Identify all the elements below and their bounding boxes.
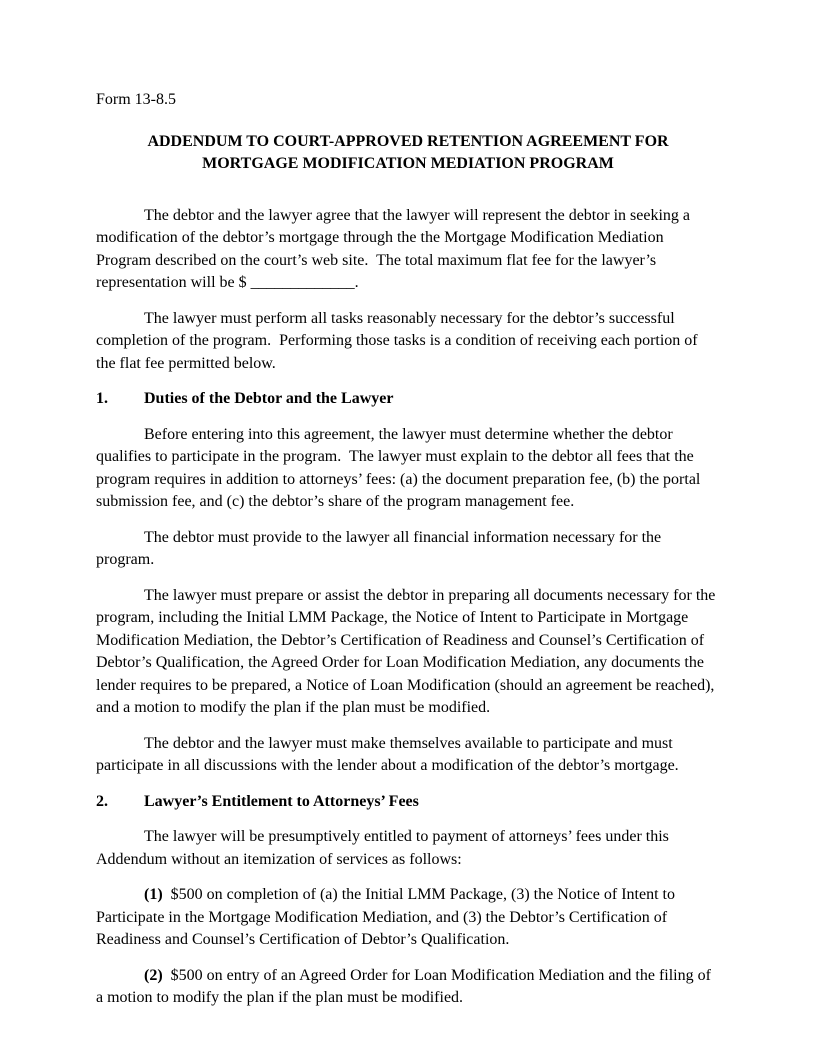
fee-item-1 bbox=[96, 884, 720, 952]
section-2-heading bbox=[96, 791, 720, 814]
section-1-paragraph-4: The debtor and the lawyer must make themselves available to participate and must participate in all discussions with the lender about a modification of the debtor’s mortgage. bbox=[96, 734, 679, 774]
intro-paragraph-2: The lawyer must perform all tasks reasonably necessary for the debtor’s successful completion of the program. Performing those tasks is a condition of receiving each portion of the flat fee permitted below. bbox=[96, 309, 702, 372]
fee-item-2-text: $500 on entry of an Agreed Order for Loan Modification Mediation and the filing of a motion to modify the plan if the plan must be modified. bbox=[96, 966, 715, 1006]
form-number: Form 13-8.5 bbox=[96, 91, 176, 108]
section-1-title: Duties of the Debtor and the Lawyer bbox=[144, 390, 394, 407]
fee-item-2 bbox=[96, 965, 720, 1010]
section-2-number: 2. bbox=[96, 792, 108, 810]
section-2-title: Lawyer’s Entitlement to Attorneys’ Fees bbox=[144, 792, 419, 810]
document-title-line1: ADDENDUM TO COURT-APPROVED RETENTION AGREEMENT FOR bbox=[147, 132, 669, 150]
section-1-paragraph-2: The debtor must provide to the lawyer all financial information necessary for the program. bbox=[96, 528, 666, 568]
section-2-paragraph-1: The lawyer will be presumptively entitled to payment of attorneys’ fees under this Addendum without an itemization of services as follows: bbox=[96, 828, 673, 868]
document-title-line2: MORTGAGE MODIFICATION MEDIATION PROGRAM bbox=[202, 155, 614, 172]
fee-item-1-text: $500 on completion of (a) the Initial LMM Package, (3) the Notice of Intent to Participate in the Mortgage Modification Mediation, and (3) the Debtor’s Certification of Readiness and Counsel’s Certification of Debtor’s Qualification. bbox=[96, 886, 679, 948]
fee-item-1-marker: (1) bbox=[144, 886, 163, 903]
fee-item-2-marker: (2) bbox=[144, 966, 163, 984]
document-title bbox=[96, 131, 720, 176]
intro-paragraph-1: The debtor and the lawyer agree that the lawyer will represent the debtor in seeking a modification of the debtor’s mortgage through the the Mortgage Modification Mediation Program described on the court’s web site. The total maximum flat fee for the lawyer’s representation will be $ _____________. bbox=[96, 206, 694, 291]
section-1-paragraph-1: Before entering into this agreement, the lawyer must determine whether the debtor qualifies to participate in the program. The lawyer must explain to the debtor all fees that the program requires in addition to attorneys’ fees: (a) the document preparation fee, (b) the portal submission fee, and (c) the debtor’s share of the program management fee. bbox=[96, 425, 705, 510]
section-1-number: 1. bbox=[96, 390, 108, 407]
section-1-paragraph-3: The lawyer must prepare or assist the debtor in preparing all documents necessary for the program, including the Initial LMM Package, the Notice of Intent to Participate in Mortgage Modification Mediation, the Debtor’s Certification of Readiness and Counsel’s Certification of Debtor’s Qualification, the Agreed Order for Loan Modification Mediation, any documents the lender requires to be prepared, a Notice of Loan Modification (should an agreement be reached), and a motion to modify the plan if the plan must be modified. bbox=[96, 586, 720, 716]
section-1-heading bbox=[96, 388, 720, 411]
